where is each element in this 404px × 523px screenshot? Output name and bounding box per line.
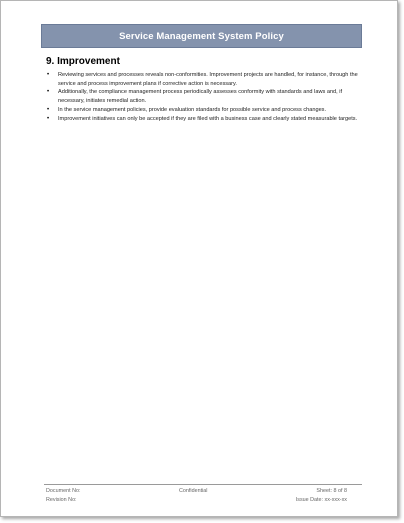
- bullet-text: Improvement initiatives can only be accepted if they are filed with a business case and clearly stated measurable targets.: [58, 115, 358, 122]
- bullet-list: [46, 71, 364, 123]
- bullet-item: [46, 106, 364, 115]
- sheet-label: Sheet: 8 of 8: [316, 488, 347, 494]
- footer-row: [44, 495, 362, 503]
- header-banner: [41, 24, 362, 48]
- footer-row: [44, 486, 362, 494]
- bullet-icon: •: [47, 89, 50, 96]
- header-title: Service Management System Policy: [119, 30, 284, 42]
- classification-label: Confidential: [179, 488, 208, 494]
- issue-date-label: Issue Date: xx-xxx-xx: [295, 497, 347, 503]
- revision-number-label: Revision No:: [46, 497, 77, 503]
- bullet-text: In the service management policies, provide evaluation standards for possible service and process changes.: [58, 106, 327, 113]
- section-title: 9. Improvement: [46, 56, 120, 67]
- bullet-item: [46, 115, 364, 124]
- bullet-item: [46, 88, 364, 105]
- bullet-item: [46, 71, 364, 88]
- bullet-icon: •: [47, 72, 50, 78]
- page-footer: [44, 484, 362, 503]
- bullet-icon: •: [47, 115, 50, 122]
- document-number-label: Document No:: [46, 488, 81, 494]
- bullet-text: Reviewing services and processes reveals non-conformities. Improvement projects are handled, for instance, through the service and process improvement plans if corrective action is necessary.: [58, 72, 358, 87]
- bullet-icon: •: [47, 106, 50, 113]
- bullet-text: Additionally, the compliance management process periodically assesses conformity with standards and laws and, if necessary, initiates remedial action.: [58, 89, 343, 105]
